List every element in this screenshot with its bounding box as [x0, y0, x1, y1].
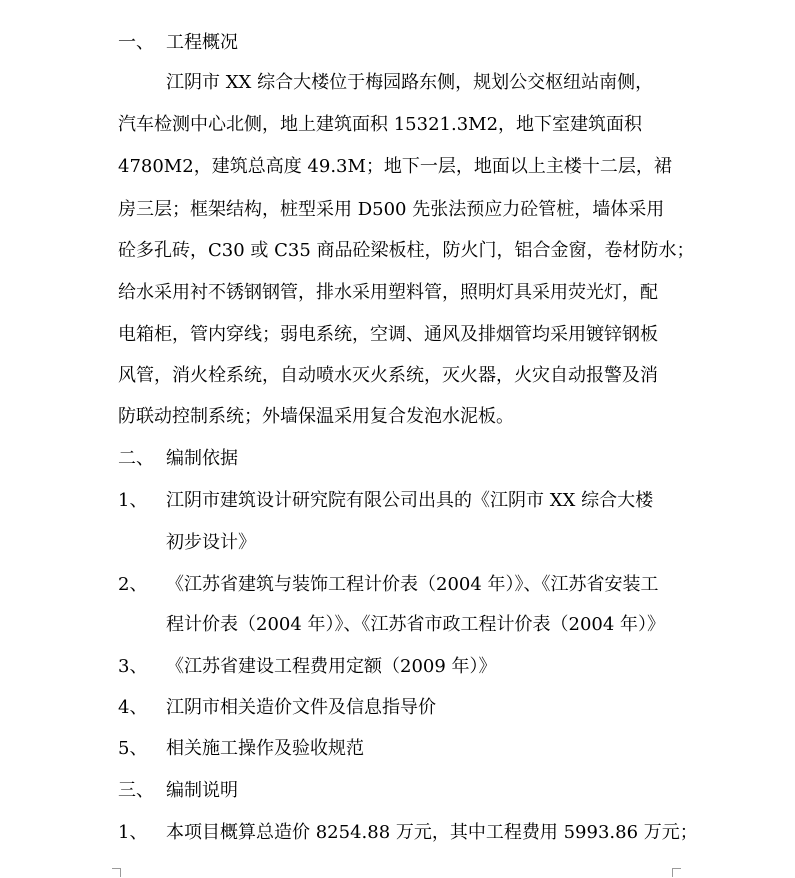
- list-item: [0, 486, 795, 516]
- paragraph-line: [0, 152, 795, 182]
- paragraph-line: [0, 320, 795, 350]
- list-item-number: 1、: [118, 490, 148, 511]
- list-item-continuation: [0, 610, 795, 640]
- paragraph-text: 风管，消火栓系统，自动喷水灭火系统，灭火器，火灾自动报警及消: [118, 365, 658, 386]
- margin-corner-mark: [112, 868, 121, 877]
- list-item-text: 程计价表（2004 年）》、《江苏省市政工程计价表（2004 年）》: [166, 614, 666, 635]
- paragraph-line: [0, 236, 795, 266]
- list-item: [0, 693, 795, 723]
- paragraph-text: 电箱柜，管内穿线；弱电系统，空调、通风及排烟管均采用镀锌钢板: [118, 324, 658, 345]
- section-heading: [0, 28, 795, 58]
- list-item-text: 江阴市建筑设计研究院有限公司出具的《江阴市 XX 综合大楼: [166, 490, 654, 511]
- list-item-text: 《江苏省建筑与装饰工程计价表（2004 年）》、《江苏省安装工: [166, 574, 659, 595]
- section-number: 三、: [118, 780, 154, 801]
- list-item-number: 3、: [118, 656, 148, 677]
- paragraph-text: 给水采用衬不锈钢钢管，排水采用塑料管，照明灯具采用荧光灯，配: [118, 282, 658, 303]
- paragraph-text: 江阴市 XX 综合大楼位于梅园路东侧，规划公交枢纽站南侧，: [166, 72, 654, 93]
- section-title: 编制依据: [166, 448, 238, 469]
- section-title: 工程概况: [166, 32, 238, 53]
- paragraph-text: 防联动控制系统；外墙保温采用复合发泡水泥板。: [118, 406, 514, 427]
- list-item-text: 本项目概算总造价 8254.88 万元，其中工程费用 5993.86 万元；: [166, 822, 698, 843]
- list-item-text: 江阴市相关造价文件及信息指导价: [166, 697, 436, 718]
- paragraph-text: 房三层；框架结构，桩型采用 D500 先张法预应力砼管桩，墙体采用: [118, 199, 665, 220]
- paragraph-line: [0, 402, 795, 432]
- section-heading: [0, 444, 795, 474]
- list-item-text: 初步设计》: [166, 532, 256, 553]
- list-item-text: 相关施工操作及验收规范: [166, 738, 364, 759]
- paragraph-line: [0, 68, 795, 98]
- list-item-number: 4、: [118, 697, 148, 718]
- section-heading: [0, 776, 795, 806]
- paragraph-line: [0, 195, 795, 225]
- section-number: 二、: [118, 448, 154, 469]
- list-item-continuation: [0, 528, 795, 558]
- paragraph-text: 4780M2，建筑总高度 49.3M；地下一层，地面以上主楼十二层，裙: [118, 156, 672, 177]
- list-item-number: 1、: [118, 822, 148, 843]
- list-item: [0, 818, 795, 848]
- paragraph-line: [0, 110, 795, 140]
- paragraph-text: 汽车检测中心北侧，地上建筑面积 15321.3M2，地下室建筑面积: [118, 114, 643, 135]
- list-item: [0, 652, 795, 682]
- list-item: [0, 734, 795, 764]
- section-number: 一、: [118, 32, 154, 53]
- paragraph-line: [0, 361, 795, 391]
- list-item: [0, 570, 795, 600]
- list-item-number: 5、: [118, 738, 148, 759]
- margin-corner-mark: [672, 868, 681, 877]
- section-title: 编制说明: [166, 780, 238, 801]
- list-item-number: 2、: [118, 574, 148, 595]
- paragraph-text: 砼多孔砖，C30 或 C35 商品砼梁板柱，防火门，铝合金窗，卷材防水；: [118, 240, 695, 261]
- list-item-text: 《江苏省建设工程费用定额（2009 年）》: [166, 656, 497, 677]
- paragraph-line: [0, 278, 795, 308]
